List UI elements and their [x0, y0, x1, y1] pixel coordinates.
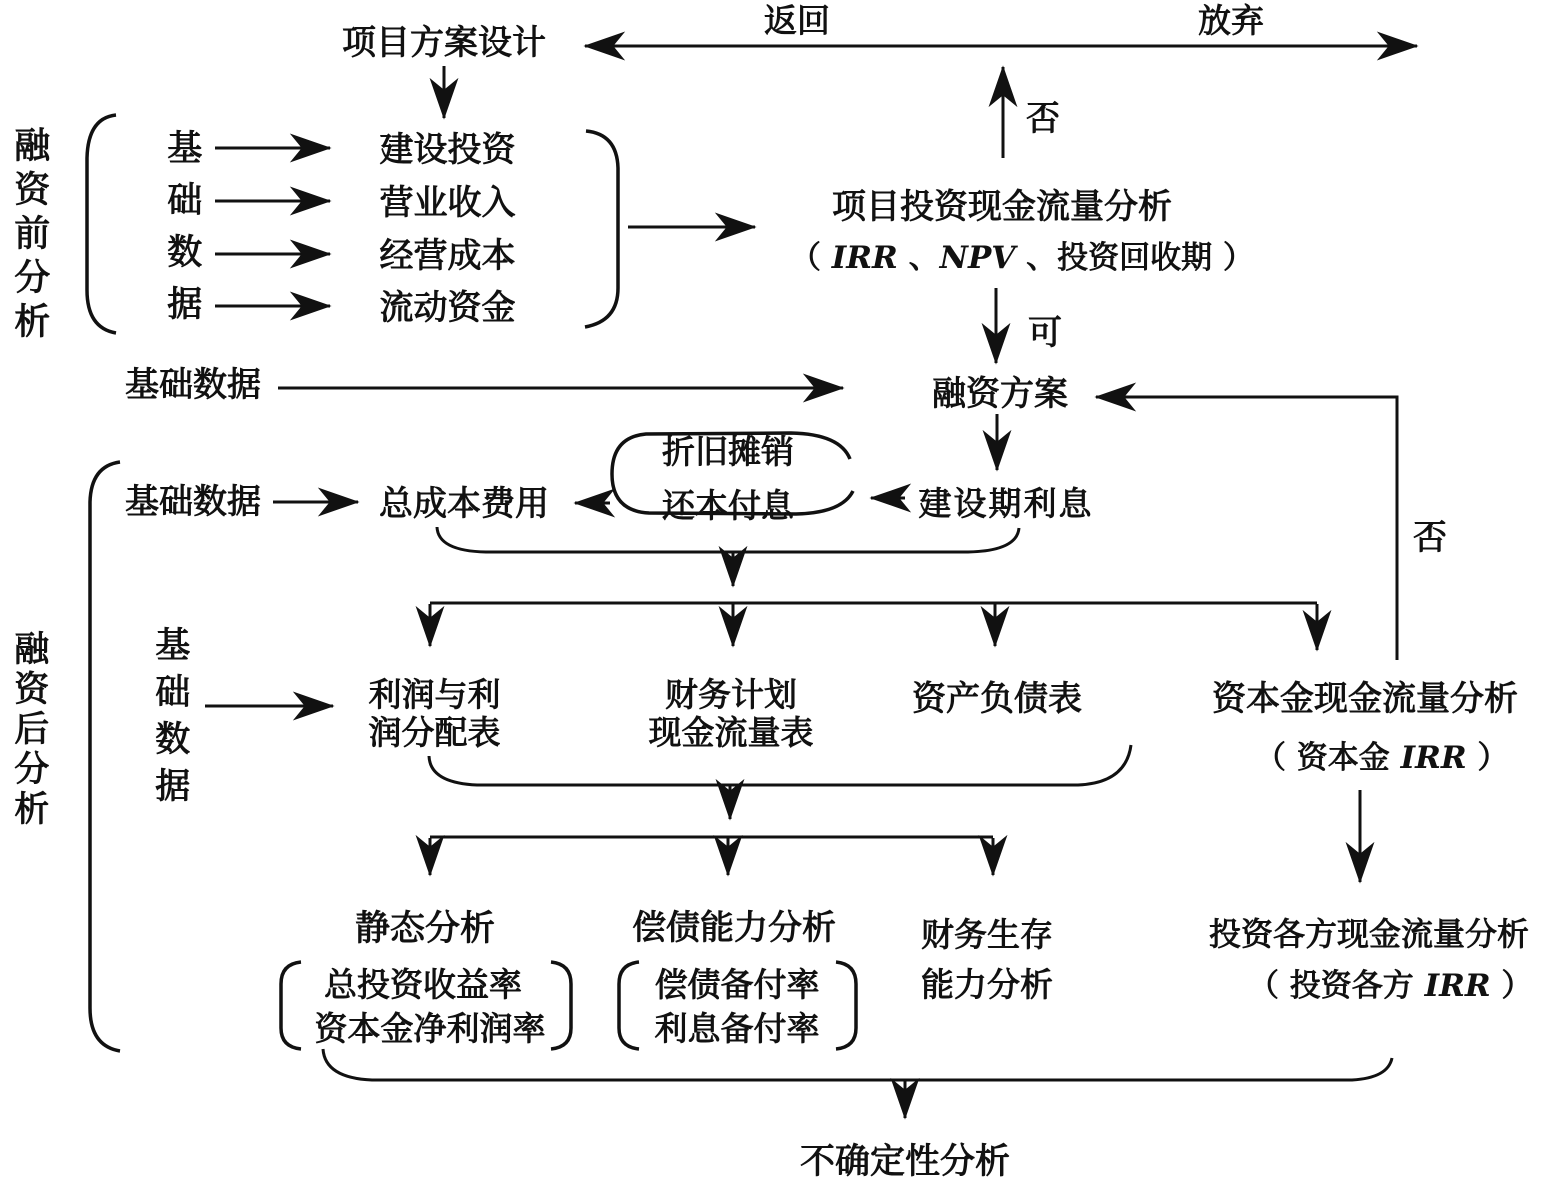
node-financial-plan-line1: 财务计划: [665, 675, 797, 714]
node-solvency-analysis: 偿债能力分析: [632, 908, 836, 948]
node-construction-investment: 建设投资: [379, 130, 516, 170]
label-base-data-stack1: 基础数据: [161, 129, 203, 337]
label-base-data-stack2: 基础数据: [149, 626, 191, 814]
group-label-pre-financing: 融资前分析: [8, 126, 51, 346]
merge-line-3: [323, 1049, 1392, 1080]
bracket-static-open: [281, 962, 301, 1049]
arrow-no-feedback: [1096, 397, 1397, 660]
bracket-pre-financing: [87, 115, 116, 333]
node-investor-cashflow-analysis: 投资各方现金流量分析: [1209, 915, 1530, 953]
bracket-solvency-close: [836, 962, 856, 1049]
node-operating-cost: 经营成本: [379, 236, 516, 276]
label-base-data-row2: 基础数据: [125, 482, 261, 522]
label-yes: 可: [1028, 313, 1062, 353]
node-working-capital: 流动资金: [379, 288, 516, 328]
node-capital-cashflow-analysis: 资本金现金流量分析: [1212, 679, 1518, 719]
label-project-indicators: （ IRR 、NPV 、投资回收期 ）: [790, 240, 1254, 276]
node-interest-coverage: 利息备付率: [654, 1009, 820, 1048]
node-total-cost: 总成本费用: [379, 484, 549, 524]
node-operating-revenue: 营业收入: [379, 183, 516, 223]
node-viability-line1: 财务生存: [921, 915, 1053, 954]
node-project-cashflow-analysis: 项目投资现金流量分析: [832, 187, 1172, 227]
node-depreciation: 折旧摊销: [662, 432, 794, 471]
label-capital-irr: （ 资本金 IRR ）: [1255, 740, 1509, 776]
label-no-right: 否: [1413, 518, 1447, 558]
node-total-roi: 总投资收益率: [324, 965, 522, 1004]
node-construction-interest: 建设期利息: [918, 484, 1094, 523]
node-financial-plan-line2: 现金流量表: [648, 713, 814, 752]
node-balance-sheet: 资产负债表: [912, 679, 1082, 719]
bracket-items-right: [585, 131, 618, 327]
node-profit-table-line1: 利润与利: [368, 675, 501, 714]
node-profit-table-line2: 润分配表: [368, 713, 501, 752]
label-abandon: 放弃: [1198, 1, 1264, 40]
node-viability-line2: 能力分析: [921, 965, 1053, 1004]
label-return: 返回: [764, 1, 830, 40]
merge-line-1: [437, 527, 1019, 552]
node-static-analysis: 静态分析: [355, 908, 496, 949]
node-project-design: 项目方案设计: [342, 23, 546, 63]
node-financing-plan: 融资方案: [932, 374, 1068, 414]
group-label-post-financing: 融资后分析: [8, 630, 50, 830]
label-investor-irr: （ 投资各方 IRR ）: [1248, 968, 1533, 1004]
bracket-post-financing: [90, 462, 120, 1051]
node-uncertainty-analysis: 不确定性分析: [800, 1141, 1011, 1181]
bracket-solvency-open: [619, 962, 639, 1049]
node-capital-net-profit: 资本金净利润率: [314, 1009, 546, 1048]
node-debt-service: 还本付息: [662, 486, 794, 525]
node-debt-coverage: 偿债备付率: [654, 965, 820, 1004]
label-base-data-row1: 基础数据: [125, 365, 261, 405]
label-no-top: 否: [1026, 99, 1060, 139]
bracket-static-close: [551, 962, 571, 1049]
